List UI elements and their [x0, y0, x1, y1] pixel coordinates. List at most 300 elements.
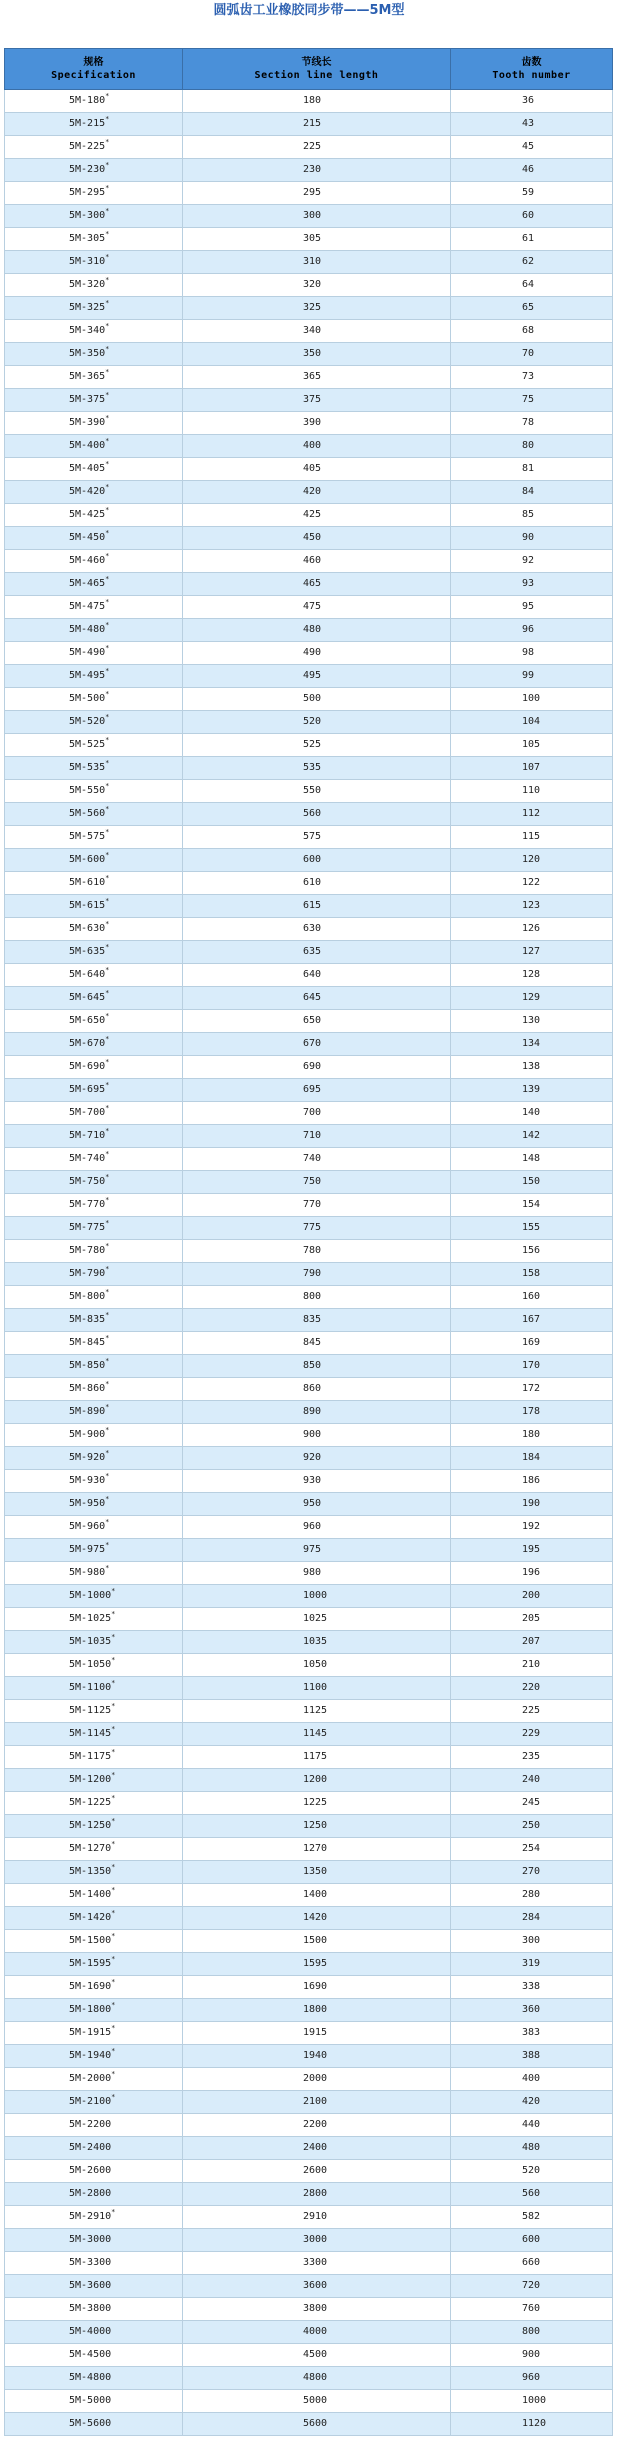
tooth-cell: 1120 — [451, 2413, 613, 2436]
spec-value: 5M-480 — [69, 624, 106, 635]
spec-mark: * — [105, 759, 110, 767]
table-row — [5, 159, 613, 182]
spec-mark: * — [105, 874, 110, 882]
spec-mark: * — [111, 2001, 116, 2009]
table-row — [5, 2160, 613, 2183]
spec-mark: * — [105, 1449, 110, 1457]
spec-mark: * — [111, 1679, 116, 1687]
spec-cell — [5, 918, 183, 941]
length-cell: 800 — [183, 1286, 451, 1309]
length-cell: 920 — [183, 1447, 451, 1470]
spec-mark: * — [105, 253, 110, 261]
spec-value: 5M-390 — [69, 417, 106, 428]
header-tooth-number-en: Tooth number — [492, 70, 571, 81]
length-cell: 615 — [183, 895, 451, 918]
length-cell: 770 — [183, 1194, 451, 1217]
spec-cell — [5, 941, 183, 964]
spec-value: 5M-1000 — [69, 1590, 112, 1601]
spec-mark: * — [105, 230, 110, 238]
spec-mark: * — [105, 644, 110, 652]
spec-mark: * — [105, 1426, 110, 1434]
spec-table — [4, 48, 613, 2436]
spec-mark: * — [105, 1196, 110, 1204]
spec-mark: * — [105, 897, 110, 905]
spec-cell — [5, 435, 183, 458]
spec-value: 5M-450 — [69, 532, 106, 543]
spec-value: 5M-860 — [69, 1383, 106, 1394]
spec-mark: * — [105, 1104, 110, 1112]
header-row — [5, 49, 613, 90]
spec-mark: * — [105, 322, 110, 330]
spec-mark: * — [105, 1334, 110, 1342]
spec-value: 5M-775 — [69, 1222, 106, 1233]
length-cell: 560 — [183, 803, 451, 826]
length-cell: 1175 — [183, 1746, 451, 1769]
spec-value: 5M-320 — [69, 279, 106, 290]
tooth-cell: 383 — [451, 2022, 613, 2045]
spec-mark: * — [105, 1242, 110, 1250]
table-row — [5, 711, 613, 734]
spec-mark: * — [105, 299, 110, 307]
table-row — [5, 1976, 613, 1999]
table-row — [5, 2114, 613, 2137]
spec-value: 5M-1915 — [69, 2027, 112, 2038]
length-cell: 750 — [183, 1171, 451, 1194]
table-row — [5, 872, 613, 895]
spec-cell — [5, 1079, 183, 1102]
spec-mark: * — [105, 506, 110, 514]
spec-value: 5M-740 — [69, 1153, 106, 1164]
tooth-cell: 127 — [451, 941, 613, 964]
spec-mark: * — [105, 1127, 110, 1135]
tooth-cell: 192 — [451, 1516, 613, 1539]
spec-cell — [5, 297, 183, 320]
tooth-cell: 128 — [451, 964, 613, 987]
table-row — [5, 2413, 613, 2436]
tooth-cell: 68 — [451, 320, 613, 343]
spec-mark: * — [105, 736, 110, 744]
spec-cell — [5, 550, 183, 573]
spec-cell — [5, 987, 183, 1010]
spec-value: 5M-215 — [69, 118, 106, 129]
tooth-cell: 960 — [451, 2367, 613, 2390]
tooth-cell: 158 — [451, 1263, 613, 1286]
spec-cell — [5, 1401, 183, 1424]
tooth-cell: 190 — [451, 1493, 613, 1516]
tooth-cell: 250 — [451, 1815, 613, 1838]
length-cell: 860 — [183, 1378, 451, 1401]
spec-value: 5M-2800 — [69, 2188, 112, 2199]
table-row — [5, 1194, 613, 1217]
table-row — [5, 2206, 613, 2229]
header-section-length-en: Section line length — [254, 70, 379, 81]
length-cell: 365 — [183, 366, 451, 389]
tooth-cell: 130 — [451, 1010, 613, 1033]
table-row — [5, 113, 613, 136]
spec-cell — [5, 205, 183, 228]
tooth-cell: 155 — [451, 1217, 613, 1240]
length-cell: 3000 — [183, 2229, 451, 2252]
table-row — [5, 1447, 613, 1470]
length-cell: 325 — [183, 297, 451, 320]
length-cell: 645 — [183, 987, 451, 1010]
spec-value: 5M-2910 — [69, 2211, 112, 2222]
spec-value: 5M-850 — [69, 1360, 106, 1371]
spec-cell — [5, 1355, 183, 1378]
spec-cell — [5, 1171, 183, 1194]
tooth-cell: 64 — [451, 274, 613, 297]
spec-cell — [5, 2206, 183, 2229]
length-cell: 4500 — [183, 2344, 451, 2367]
spec-mark: * — [105, 1035, 110, 1043]
length-cell: 490 — [183, 642, 451, 665]
spec-mark: * — [105, 1311, 110, 1319]
tooth-cell: 59 — [451, 182, 613, 205]
table-row — [5, 964, 613, 987]
table-row — [5, 2321, 613, 2344]
spec-cell — [5, 757, 183, 780]
table-row — [5, 251, 613, 274]
table-row — [5, 1631, 613, 1654]
spec-mark: * — [105, 1265, 110, 1273]
table-row — [5, 1470, 613, 1493]
table-row — [5, 2390, 613, 2413]
spec-value: 5M-305 — [69, 233, 106, 244]
spec-value: 5M-2600 — [69, 2165, 112, 2176]
spec-cell — [5, 389, 183, 412]
table-row — [5, 481, 613, 504]
tooth-cell: 480 — [451, 2137, 613, 2160]
length-cell: 310 — [183, 251, 451, 274]
spec-cell — [5, 2022, 183, 2045]
length-cell: 610 — [183, 872, 451, 895]
length-cell: 710 — [183, 1125, 451, 1148]
tooth-cell: 73 — [451, 366, 613, 389]
tooth-cell: 148 — [451, 1148, 613, 1171]
length-cell: 700 — [183, 1102, 451, 1125]
spec-cell — [5, 642, 183, 665]
tooth-cell: 360 — [451, 1999, 613, 2022]
length-cell: 1595 — [183, 1953, 451, 1976]
table-row — [5, 1102, 613, 1125]
spec-value: 5M-310 — [69, 256, 106, 267]
tooth-cell: 338 — [451, 1976, 613, 1999]
spec-value: 5M-525 — [69, 739, 106, 750]
length-cell: 305 — [183, 228, 451, 251]
tooth-cell: 160 — [451, 1286, 613, 1309]
spec-cell — [5, 136, 183, 159]
spec-value: 5M-845 — [69, 1337, 106, 1348]
tooth-cell: 388 — [451, 2045, 613, 2068]
spec-mark: * — [105, 1150, 110, 1158]
spec-cell — [5, 2344, 183, 2367]
tooth-cell: 96 — [451, 619, 613, 642]
table-row — [5, 826, 613, 849]
tooth-cell: 170 — [451, 1355, 613, 1378]
spec-value: 5M-420 — [69, 486, 106, 497]
spec-mark: * — [105, 828, 110, 836]
spec-mark: * — [111, 2070, 116, 2078]
spec-cell — [5, 1746, 183, 1769]
spec-mark: * — [111, 1656, 116, 1664]
spec-mark: * — [105, 207, 110, 215]
spec-mark: * — [105, 1012, 110, 1020]
spec-cell — [5, 2068, 183, 2091]
length-cell: 950 — [183, 1493, 451, 1516]
spec-value: 5M-1420 — [69, 1912, 112, 1923]
table-row — [5, 1723, 613, 1746]
spec-value: 5M-1100 — [69, 1682, 112, 1693]
spec-cell — [5, 826, 183, 849]
length-cell: 630 — [183, 918, 451, 941]
tooth-cell: 200 — [451, 1585, 613, 1608]
spec-value: 5M-1250 — [69, 1820, 112, 1831]
spec-value: 5M-375 — [69, 394, 106, 405]
length-cell: 450 — [183, 527, 451, 550]
table-row — [5, 849, 613, 872]
spec-cell — [5, 2137, 183, 2160]
spec-value: 5M-350 — [69, 348, 106, 359]
length-cell: 340 — [183, 320, 451, 343]
spec-mark: * — [111, 1978, 116, 1986]
tooth-cell: 98 — [451, 642, 613, 665]
spec-value: 5M-535 — [69, 762, 106, 773]
table-row — [5, 504, 613, 527]
tooth-cell: 80 — [451, 435, 613, 458]
spec-cell — [5, 895, 183, 918]
table-row — [5, 2229, 613, 2252]
length-cell: 740 — [183, 1148, 451, 1171]
spec-cell — [5, 1332, 183, 1355]
tooth-cell: 582 — [451, 2206, 613, 2229]
spec-mark: * — [111, 1610, 116, 1618]
table-header — [5, 49, 613, 90]
tooth-cell: 254 — [451, 1838, 613, 1861]
table-row — [5, 1792, 613, 1815]
spec-mark: * — [111, 1748, 116, 1756]
spec-mark: * — [105, 690, 110, 698]
length-cell: 1270 — [183, 1838, 451, 1861]
spec-cell — [5, 1309, 183, 1332]
table-row — [5, 757, 613, 780]
spec-mark: * — [105, 782, 110, 790]
length-cell: 2100 — [183, 2091, 451, 2114]
tooth-cell: 172 — [451, 1378, 613, 1401]
spec-value: 5M-1595 — [69, 1958, 112, 1969]
spec-value: 5M-770 — [69, 1199, 106, 1210]
spec-cell — [5, 228, 183, 251]
length-cell: 550 — [183, 780, 451, 803]
spec-mark: * — [111, 1771, 116, 1779]
table-row — [5, 1999, 613, 2022]
spec-value: 5M-500 — [69, 693, 106, 704]
table-row — [5, 1125, 613, 1148]
tooth-cell: 319 — [451, 1953, 613, 1976]
spec-cell — [5, 596, 183, 619]
spec-cell — [5, 458, 183, 481]
tooth-cell: 62 — [451, 251, 613, 274]
tooth-cell: 207 — [451, 1631, 613, 1654]
length-cell: 670 — [183, 1033, 451, 1056]
tooth-cell: 46 — [451, 159, 613, 182]
length-cell: 1125 — [183, 1700, 451, 1723]
table-row — [5, 780, 613, 803]
tooth-cell: 45 — [451, 136, 613, 159]
spec-cell — [5, 711, 183, 734]
header-specification-cn: 规格 — [83, 57, 104, 68]
spec-mark: * — [105, 667, 110, 675]
spec-cell — [5, 2252, 183, 2275]
tooth-cell: 240 — [451, 1769, 613, 1792]
tooth-cell: 196 — [451, 1562, 613, 1585]
tooth-cell: 560 — [451, 2183, 613, 2206]
spec-value: 5M-425 — [69, 509, 106, 520]
spec-cell — [5, 2390, 183, 2413]
spec-mark: * — [105, 345, 110, 353]
length-cell: 695 — [183, 1079, 451, 1102]
table-row — [5, 136, 613, 159]
length-cell: 495 — [183, 665, 451, 688]
tooth-cell: 169 — [451, 1332, 613, 1355]
tooth-cell: 75 — [451, 389, 613, 412]
spec-cell — [5, 1217, 183, 1240]
tooth-cell: 138 — [451, 1056, 613, 1079]
spec-mark: * — [111, 2047, 116, 2055]
spec-cell — [5, 734, 183, 757]
spec-mark: * — [105, 1495, 110, 1503]
spec-mark: * — [105, 989, 110, 997]
table-row — [5, 2367, 613, 2390]
length-cell: 5600 — [183, 2413, 451, 2436]
spec-value: 5M-695 — [69, 1084, 106, 1095]
spec-value: 5M-920 — [69, 1452, 106, 1463]
spec-value: 5M-1125 — [69, 1705, 112, 1716]
spec-cell — [5, 1723, 183, 1746]
spec-cell — [5, 2160, 183, 2183]
length-cell: 650 — [183, 1010, 451, 1033]
table-row — [5, 642, 613, 665]
spec-cell — [5, 274, 183, 297]
spec-cell — [5, 1447, 183, 1470]
length-cell: 1350 — [183, 1861, 451, 1884]
table-row — [5, 1079, 613, 1102]
tooth-cell: 220 — [451, 1677, 613, 1700]
spec-mark: * — [111, 2208, 116, 2216]
tooth-cell: 100 — [451, 688, 613, 711]
length-cell: 460 — [183, 550, 451, 573]
table-row — [5, 297, 613, 320]
table-row — [5, 2068, 613, 2091]
tooth-cell: 95 — [451, 596, 613, 619]
spec-value: 5M-670 — [69, 1038, 106, 1049]
length-cell: 4000 — [183, 2321, 451, 2344]
length-cell: 775 — [183, 1217, 451, 1240]
length-cell: 295 — [183, 182, 451, 205]
spec-cell — [5, 1654, 183, 1677]
tooth-cell: 78 — [451, 412, 613, 435]
length-cell: 230 — [183, 159, 451, 182]
spec-cell — [5, 872, 183, 895]
table-row — [5, 1033, 613, 1056]
spec-mark: * — [105, 1081, 110, 1089]
spec-value: 5M-1500 — [69, 1935, 112, 1946]
tooth-cell: 600 — [451, 2229, 613, 2252]
length-cell: 2000 — [183, 2068, 451, 2091]
length-cell: 1250 — [183, 1815, 451, 1838]
spec-value: 5M-2100 — [69, 2096, 112, 2107]
table-row — [5, 1217, 613, 1240]
tooth-cell: 178 — [451, 1401, 613, 1424]
table-row — [5, 343, 613, 366]
spec-cell — [5, 366, 183, 389]
tooth-cell: 156 — [451, 1240, 613, 1263]
spec-value: 5M-3600 — [69, 2280, 112, 2291]
spec-cell — [5, 2091, 183, 2114]
spec-value: 5M-4500 — [69, 2349, 112, 2360]
spec-value: 5M-550 — [69, 785, 106, 796]
header-section-length-cn: 节线长 — [301, 57, 332, 68]
table-row — [5, 987, 613, 1010]
spec-cell — [5, 159, 183, 182]
spec-cell — [5, 1378, 183, 1401]
spec-cell — [5, 1102, 183, 1125]
spec-value: 5M-930 — [69, 1475, 106, 1486]
spec-cell — [5, 2413, 183, 2436]
table-row — [5, 435, 613, 458]
spec-mark: * — [105, 1564, 110, 1572]
spec-cell — [5, 1470, 183, 1493]
spec-value: 5M-960 — [69, 1521, 106, 1532]
spec-mark: * — [111, 2093, 116, 2101]
length-cell: 350 — [183, 343, 451, 366]
table-row — [5, 2298, 613, 2321]
spec-cell — [5, 504, 183, 527]
spec-value: 5M-1270 — [69, 1843, 112, 1854]
tooth-cell: 150 — [451, 1171, 613, 1194]
tooth-cell: 115 — [451, 826, 613, 849]
length-cell: 1800 — [183, 1999, 451, 2022]
spec-value: 5M-615 — [69, 900, 106, 911]
table-row — [5, 1585, 613, 1608]
spec-cell — [5, 1033, 183, 1056]
spec-cell — [5, 1792, 183, 1815]
page-title: 圆弧齿工业橡胶同步带——5M型 — [213, 3, 405, 18]
spec-value: 5M-5000 — [69, 2395, 112, 2406]
table-row — [5, 458, 613, 481]
table-row — [5, 1171, 613, 1194]
spec-cell — [5, 1240, 183, 1263]
spec-value: 5M-3000 — [69, 2234, 112, 2245]
spec-value: 5M-980 — [69, 1567, 106, 1578]
spec-value: 5M-520 — [69, 716, 106, 727]
table-row — [5, 1677, 613, 1700]
spec-value: 5M-1035 — [69, 1636, 112, 1647]
length-cell: 320 — [183, 274, 451, 297]
tooth-cell: 90 — [451, 527, 613, 550]
table-row — [5, 1907, 613, 1930]
table-row — [5, 527, 613, 550]
spec-value: 5M-1800 — [69, 2004, 112, 2015]
spec-value: 5M-3300 — [69, 2257, 112, 2268]
spec-mark: * — [105, 1219, 110, 1227]
table-row — [5, 1815, 613, 1838]
spec-mark: * — [111, 1794, 116, 1802]
spec-cell — [5, 182, 183, 205]
spec-value: 5M-2000 — [69, 2073, 112, 2084]
spec-cell — [5, 573, 183, 596]
tooth-cell: 760 — [451, 2298, 613, 2321]
tooth-cell: 140 — [451, 1102, 613, 1125]
